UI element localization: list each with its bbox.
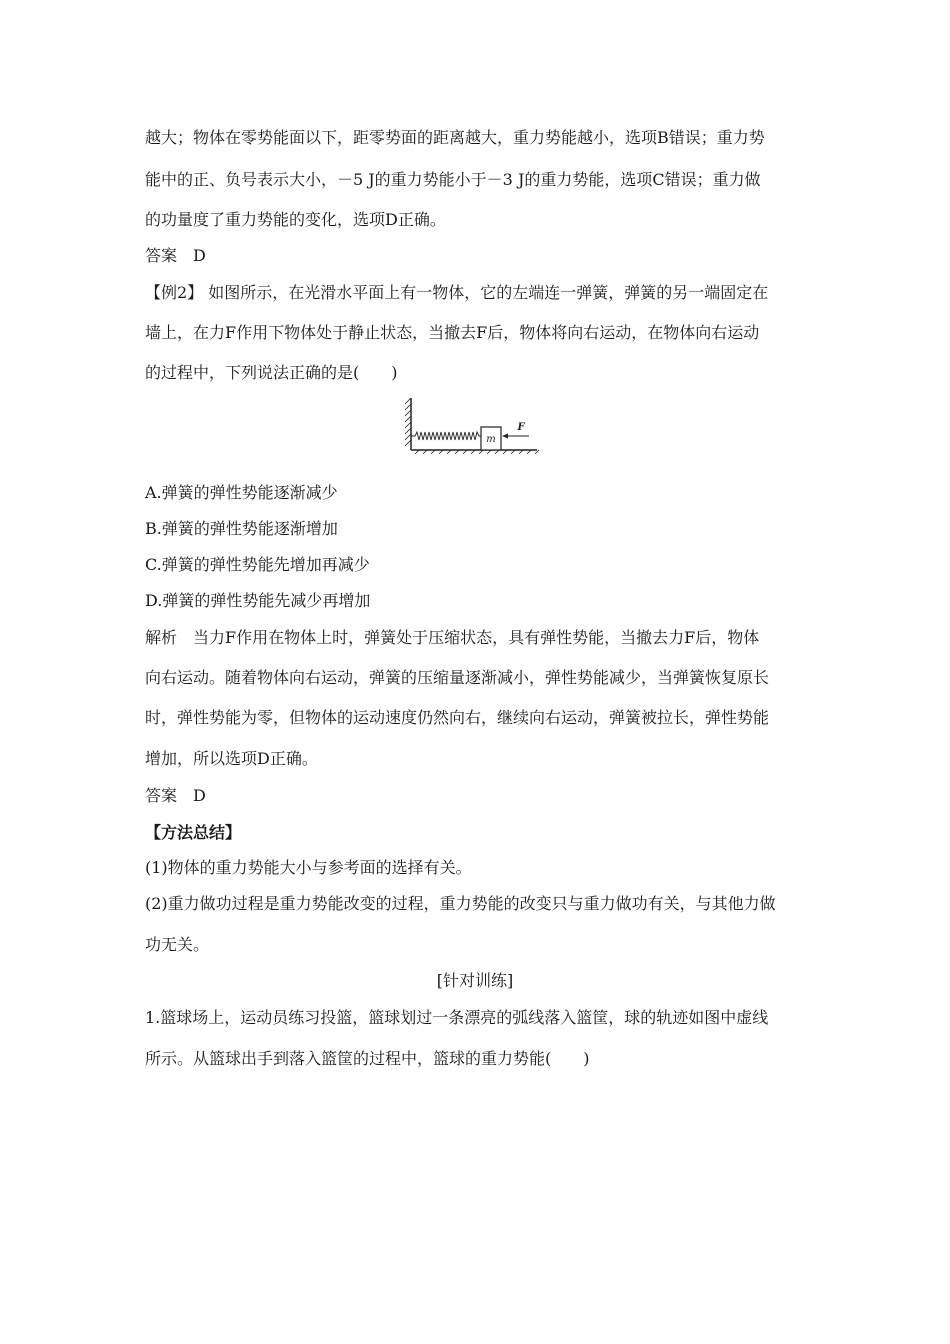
text-line: 的功量度了重力势能的变化，选项D正确。: [145, 210, 446, 229]
force-label: F: [517, 422, 525, 433]
example-heading: 【例2】 如图所示，在光滑水平面上有一物体，它的左端连一弹簧，弹簧的另一端固定在: [145, 283, 769, 302]
text-line: 能中的正、负号表示大小，－5 J的重力势能小于－3 J的重力势能，选项C错误；重力做: [145, 170, 761, 189]
option-a: A.弹簧的弹性势能逐渐减少: [145, 483, 338, 502]
option-b: B.弹簧的弹性势能逐渐增加: [145, 519, 338, 538]
option-c: C.弹簧的弹性势能先增加再减少: [145, 555, 370, 574]
mass-label: m: [486, 434, 496, 445]
text-line: 增加，所以选项D正确。: [145, 749, 318, 768]
text-line: 时，弹性势能为零，但物体的运动速度仍然向右，继续向右运动，弹簧被拉长，弹性势能: [145, 708, 770, 727]
question-1: 1.篮球场上，运动员练习投篮，篮球划过一条漂亮的弧线落入篮筐，球的轨迹如图中虚线: [145, 1008, 769, 1027]
spring: [411, 432, 481, 440]
section-heading: [针对训练]: [436, 971, 514, 990]
text-line: 墙上，在力F作用下物体处于静止状态，当撤去F后，物体将向右运动，在物体向右运动: [145, 323, 760, 342]
spring-block-figure: [405, 394, 540, 454]
method-summary-heading: 【方法总结】: [145, 823, 242, 842]
text-line: 所示。从篮球出手到落入篮筐的过程中，篮球的重力势能( ): [145, 1049, 590, 1068]
text-line: 向右运动。随着物体向右运动，弹簧的压缩量逐渐减小，弹性势能减少，当弹簧恢复原长: [145, 668, 770, 687]
text-line: 的过程中，下列说法正确的是( ): [145, 363, 398, 382]
summary-item-2: (2)重力做功过程是重力势能改变的过程，重力势能的改变只与重力做功有关，与其他力做: [145, 894, 776, 913]
answer-line: 答案 D: [145, 786, 206, 805]
text-line: 越大；物体在零势能面以下，距零势面的距离越大，重力势能越小，选项B错误；重力势: [145, 128, 765, 147]
answer-line: 答案 D: [145, 246, 206, 265]
option-d: D.弹簧的弹性势能先减少再增加: [145, 591, 371, 610]
text-line: 功无关。: [145, 935, 210, 954]
analysis-line: 解析 当力F作用在物体上时，弹簧处于压缩状态，具有弹性势能，当撤去力F后，物体: [145, 628, 760, 647]
summary-item-1: (1)物体的重力势能大小与参考面的选择有关。: [145, 858, 472, 877]
